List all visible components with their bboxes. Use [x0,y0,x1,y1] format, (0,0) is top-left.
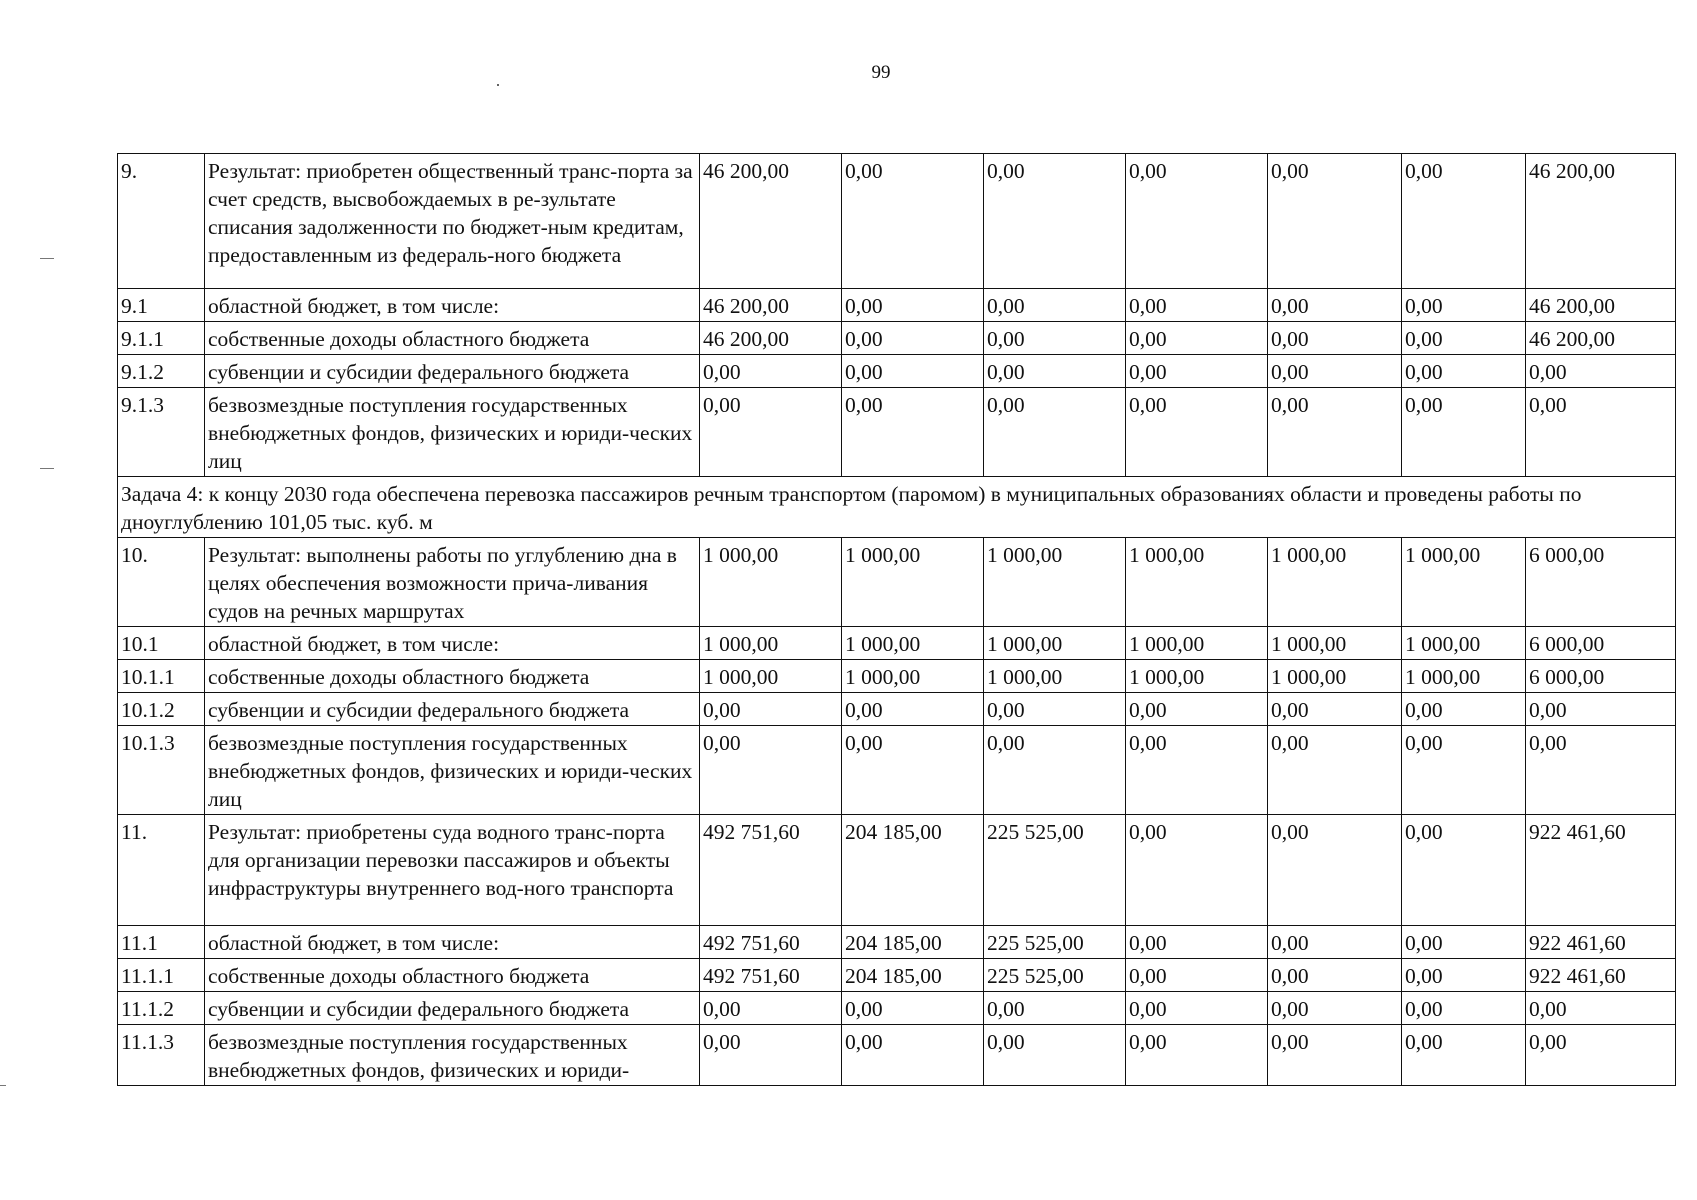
value-cell: 0,00 [984,289,1126,322]
value-cell: 0,00 [984,693,1126,726]
value-cell: 0,00 [842,1025,984,1086]
row-name: Результат: приобретен общественный транс-порта за счет средств, высвобождаемых в ре-зультате списания задолженности по бюджет-ным кредитам, предоставленным из федераль-ного бюджета [205,154,700,289]
scan-dot [497,84,499,86]
table-row [118,355,1676,388]
value-cell: 0,00 [1526,1025,1676,1086]
value-cell: 204 185,00 [842,815,984,926]
value-cell: 0,00 [1402,1025,1526,1086]
row-code: 9.1.2 [118,355,205,388]
value-cell: 492 751,60 [700,815,842,926]
value-cell: 0,00 [1268,289,1402,322]
value-cell: 0,00 [1402,154,1526,289]
value-cell: 0,00 [700,355,842,388]
value-cell: 1 000,00 [842,660,984,693]
table-row [118,627,1676,660]
value-cell: 1 000,00 [1126,627,1268,660]
row-code: 9.1.3 [118,388,205,477]
value-cell: 492 751,60 [700,959,842,992]
value-cell: 922 461,60 [1526,959,1676,992]
value-cell: 46 200,00 [700,154,842,289]
margin-mark [40,468,54,469]
value-cell: 0,00 [1126,388,1268,477]
value-cell: 46 200,00 [1526,154,1676,289]
value-cell: 0,00 [984,388,1126,477]
value-cell: 0,00 [984,154,1126,289]
value-cell: 1 000,00 [700,627,842,660]
row-name: собственные доходы областного бюджета [205,959,700,992]
value-cell: 0,00 [984,322,1126,355]
row-code: 11.1.1 [118,959,205,992]
page-number: 99 [871,62,891,83]
value-cell: 0,00 [1526,355,1676,388]
value-cell: 0,00 [1268,959,1402,992]
table-row [118,815,1676,926]
row-name: субвенции и субсидии федерального бюджета [205,693,700,726]
row-code: 11.1.2 [118,992,205,1025]
row-name: безвозмездные поступления государственных внебюджетных фондов, физических и юриди- [205,1025,700,1086]
value-cell: 1 000,00 [984,538,1126,627]
row-code: 11.1.3 [118,1025,205,1086]
value-cell: 0,00 [1402,926,1526,959]
table-row [118,538,1676,627]
value-cell: 204 185,00 [842,959,984,992]
value-cell: 0,00 [700,693,842,726]
row-name: субвенции и субсидии федерального бюджета [205,355,700,388]
table-body [118,154,1676,1086]
value-cell: 0,00 [1526,992,1676,1025]
value-cell: 0,00 [1126,959,1268,992]
row-code: 10.1.1 [118,660,205,693]
row-name: областной бюджет, в том числе: [205,627,700,660]
row-name: областной бюджет, в том числе: [205,289,700,322]
row-name: собственные доходы областного бюджета [205,660,700,693]
value-cell: 0,00 [1402,388,1526,477]
value-cell: 0,00 [1402,815,1526,926]
row-name: областной бюджет, в том числе: [205,926,700,959]
value-cell: 0,00 [1402,322,1526,355]
value-cell: 0,00 [842,154,984,289]
value-cell: 0,00 [1126,355,1268,388]
value-cell: 0,00 [1268,355,1402,388]
value-cell: 0,00 [1268,815,1402,926]
value-cell: 6 000,00 [1526,538,1676,627]
value-cell: 0,00 [1126,693,1268,726]
row-name: субвенции и субсидии федерального бюджета [205,992,700,1025]
task-text: Задача 4: к концу 2030 года обеспечена перевозка пассажиров речным транспортом (паромом) в муниципальных образованиях области и проведены работы по дноуглублению 101,05 тыс. куб. м [118,477,1676,538]
value-cell: 1 000,00 [1402,627,1526,660]
value-cell: 6 000,00 [1526,627,1676,660]
value-cell: 1 000,00 [842,627,984,660]
row-code: 10.1.2 [118,693,205,726]
value-cell: 0,00 [842,322,984,355]
value-cell: 0,00 [1126,322,1268,355]
value-cell: 0,00 [984,726,1126,815]
value-cell: 0,00 [842,388,984,477]
row-code: 9. [118,154,205,289]
value-cell: 0,00 [1402,289,1526,322]
value-cell: 0,00 [1268,992,1402,1025]
row-name: безвозмездные поступления государственных внебюджетных фондов, физических и юриди-ческих лиц [205,726,700,815]
value-cell: 0,00 [1402,992,1526,1025]
value-cell: 46 200,00 [700,322,842,355]
value-cell: 0,00 [1126,815,1268,926]
value-cell: 1 000,00 [984,660,1126,693]
value-cell: 1 000,00 [842,538,984,627]
table-row [118,992,1676,1025]
value-cell: 0,00 [1126,154,1268,289]
value-cell: 46 200,00 [1526,322,1676,355]
value-cell: 0,00 [984,1025,1126,1086]
table-row [118,726,1676,815]
value-cell: 46 200,00 [700,289,842,322]
margin-mark [0,1085,6,1086]
value-cell: 0,00 [1268,154,1402,289]
value-cell: 1 000,00 [1126,538,1268,627]
value-cell: 0,00 [700,1025,842,1086]
table-row [118,693,1676,726]
value-cell: 225 525,00 [984,959,1126,992]
budget-table [117,153,1676,1086]
value-cell: 1 000,00 [1126,660,1268,693]
value-cell: 1 000,00 [700,660,842,693]
table-row [118,926,1676,959]
value-cell: 1 000,00 [1268,627,1402,660]
value-cell: 0,00 [1268,926,1402,959]
value-cell: 0,00 [1268,726,1402,815]
value-cell: 0,00 [1402,693,1526,726]
value-cell: 0,00 [842,992,984,1025]
value-cell: 225 525,00 [984,815,1126,926]
value-cell: 1 000,00 [1268,660,1402,693]
table-row [118,660,1676,693]
row-code: 9.1.1 [118,322,205,355]
row-name: собственные доходы областного бюджета [205,322,700,355]
value-cell: 225 525,00 [984,926,1126,959]
value-cell: 0,00 [1126,1025,1268,1086]
value-cell: 6 000,00 [1526,660,1676,693]
row-code: 10. [118,538,205,627]
row-code: 10.1 [118,627,205,660]
value-cell: 0,00 [1268,693,1402,726]
table-row [118,322,1676,355]
row-name: безвозмездные поступления государственных внебюджетных фондов, физических и юриди-ческих лиц [205,388,700,477]
value-cell: 0,00 [1526,693,1676,726]
row-code: 11.1 [118,926,205,959]
row-name: Результат: выполнены работы по углублению дна в целях обеспечения возможности прича-ливания судов на речных маршрутах [205,538,700,627]
value-cell: 0,00 [842,289,984,322]
value-cell: 0,00 [842,693,984,726]
value-cell: 1 000,00 [1402,538,1526,627]
value-cell: 0,00 [1402,726,1526,815]
value-cell: 0,00 [1268,388,1402,477]
value-cell: 0,00 [1402,355,1526,388]
table-row [118,154,1676,289]
value-cell: 0,00 [1126,992,1268,1025]
row-code: 11. [118,815,205,926]
value-cell: 492 751,60 [700,926,842,959]
table-row [118,388,1676,477]
task-row [118,477,1676,538]
value-cell: 0,00 [1268,1025,1402,1086]
table-row [118,1025,1676,1086]
value-cell: 1 000,00 [984,627,1126,660]
value-cell: 1 000,00 [1268,538,1402,627]
row-code: 9.1 [118,289,205,322]
value-cell: 204 185,00 [842,926,984,959]
margin-mark [40,258,54,259]
value-cell: 0,00 [984,992,1126,1025]
value-cell: 0,00 [1526,388,1676,477]
value-cell: 922 461,60 [1526,926,1676,959]
value-cell: 0,00 [842,355,984,388]
value-cell: 0,00 [984,355,1126,388]
value-cell: 0,00 [1126,289,1268,322]
value-cell: 0,00 [1526,726,1676,815]
row-name: Результат: приобретены суда водного транс-порта для организации перевозки пассажиров и объекты инфраструктуры внутреннего вод-ного транспорта [205,815,700,926]
value-cell: 0,00 [1126,926,1268,959]
value-cell: 0,00 [700,992,842,1025]
table-row [118,959,1676,992]
value-cell: 0,00 [842,726,984,815]
value-cell: 922 461,60 [1526,815,1676,926]
value-cell: 0,00 [1126,726,1268,815]
value-cell: 46 200,00 [1526,289,1676,322]
value-cell: 0,00 [1402,959,1526,992]
value-cell: 0,00 [700,388,842,477]
value-cell: 1 000,00 [700,538,842,627]
value-cell: 1 000,00 [1402,660,1526,693]
table-row [118,289,1676,322]
value-cell: 0,00 [700,726,842,815]
row-code: 10.1.3 [118,726,205,815]
value-cell: 0,00 [1268,322,1402,355]
